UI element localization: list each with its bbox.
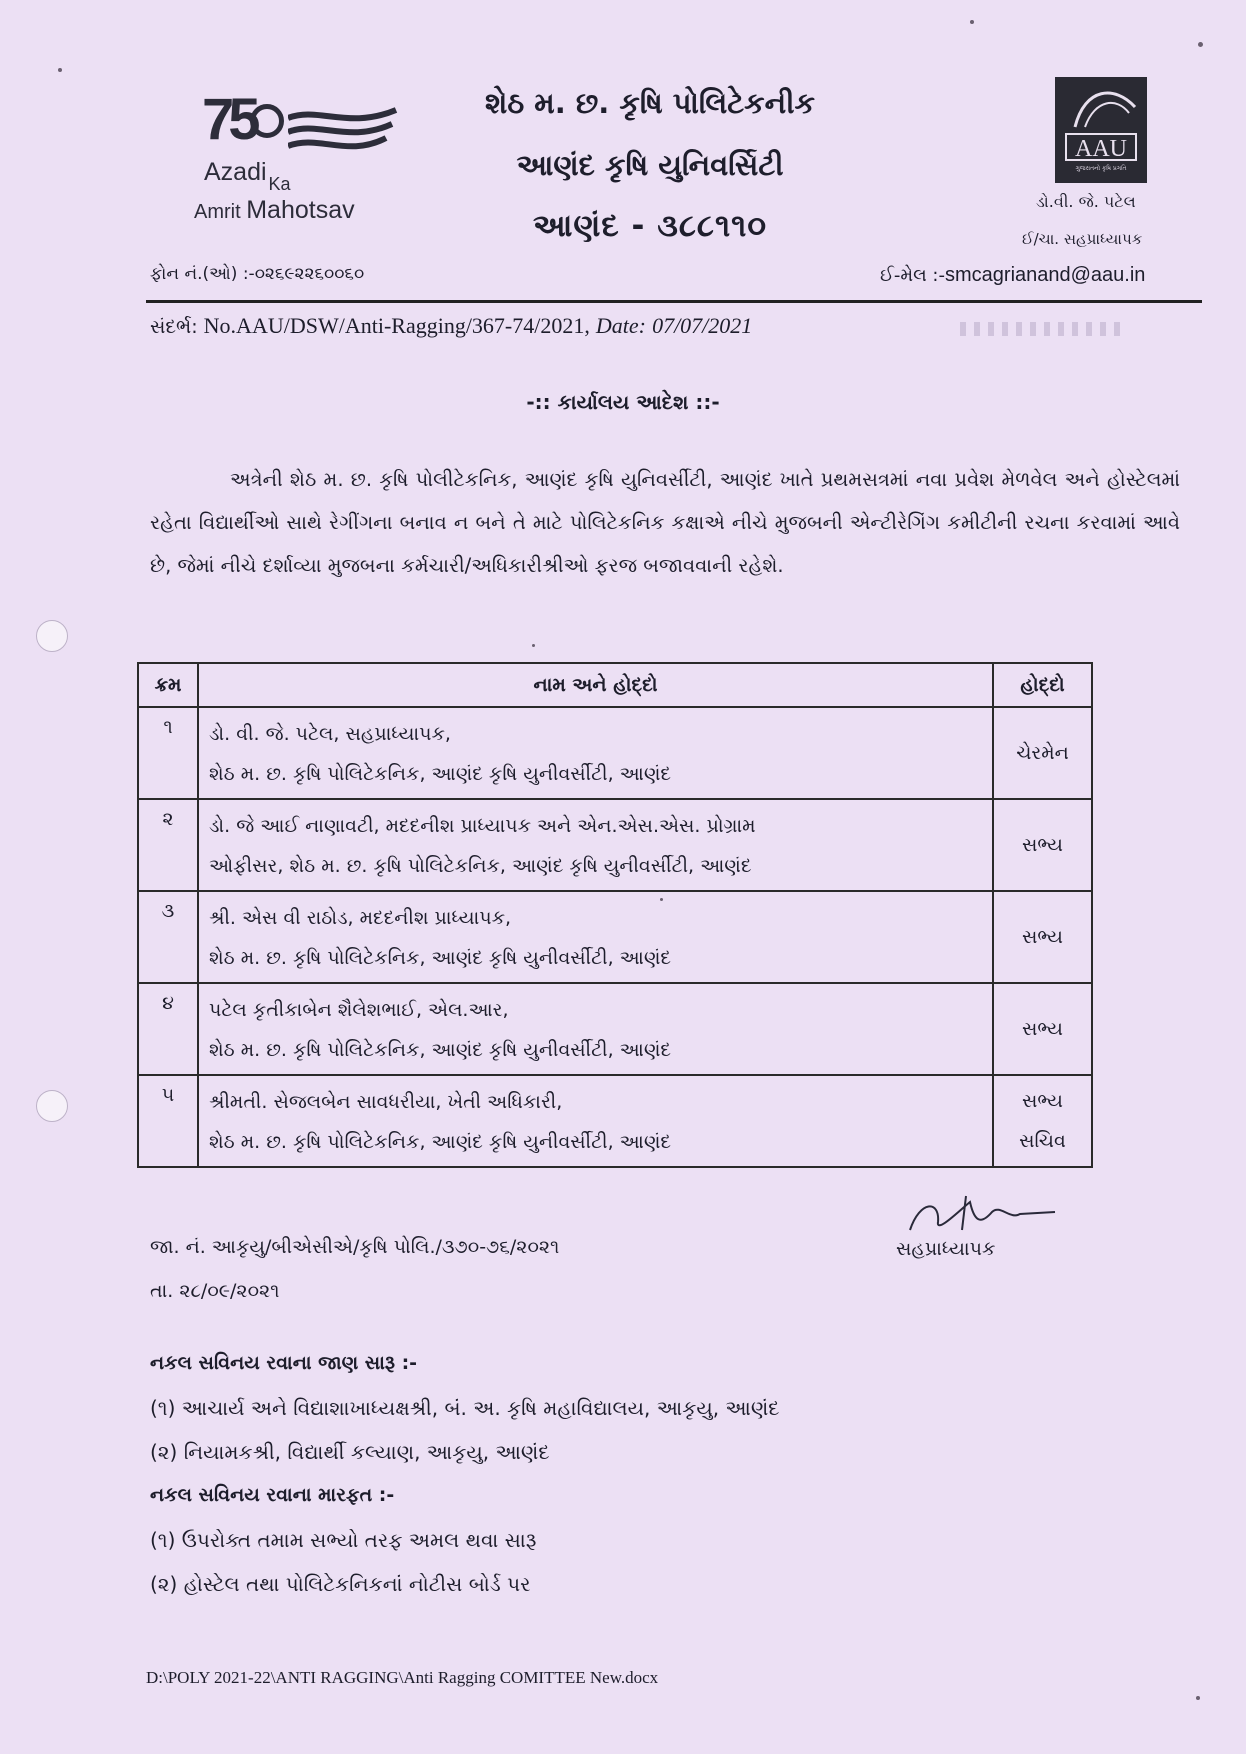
paper-speck [1198, 42, 1203, 47]
azadi-ka-amrit-mahotsav-logo [190, 86, 400, 236]
row-role-line1: સભ્ય [1022, 926, 1063, 948]
row-name-line2: શેઠ મ. છ. કૃષિ પોલિટેકનિક, આણંદ કૃષિ યુનીવર્સીટી, આણંદ [209, 947, 672, 969]
row-name [198, 707, 993, 799]
phone-line [150, 264, 364, 284]
copy-item: (૨) હોસ્ટેલ તથા પોલિટેકનિકનાં નોટીસ બોર્ડ પર [150, 1572, 531, 1596]
row-role [993, 1075, 1092, 1167]
order-title: -:: કાર્યાલય આદેશ ::- [526, 390, 720, 414]
copy-heading-via: નકલ સવિનય રવાના મારફત :- [150, 1484, 395, 1506]
row-name-line1: ડો. વી. જે. પટેલ, સહપ્રાધ્યાપક, [209, 723, 451, 745]
body-paragraph: અત્રેની શેઠ મ. છ. કૃષિ પોલીટેકનિક, આણંદ કૃષિ યુનિવર્સીટી, આણંદ ખાતે પ્રથમસત્રમાં નવા પ્રવેશ મેળવેલ અને હોસ્ટેલમાં રહેતા વિદ્યાર્થીઓ સાથે રેગીંગના બનાવ ન બને તે માટે પોલિટેકનિક કક્ષાએ નીચે મુજબની એન્ટીરેગિંગ કમીટીની રચના કરવામાં આવે છે, જેમાં નીચે દર્શાવ્યા મુજબના કર્મચારી/અધિકારીશ્રીઓ ફરજ બજાવવાની રહેશે. [150, 468, 1180, 577]
row-name [198, 983, 993, 1075]
copy-item: (૧) આચાર્ય અને વિદ્યાશાખાધ્યક્ષશ્રી, બં. અ. કૃષિ મહાવિદ્યાલય, આકૃયુ, આણંદ [150, 1396, 780, 1420]
logo-ka: Ka [268, 174, 291, 194]
reference-label: સંદર્ભ: [150, 316, 198, 338]
table-row [138, 707, 1092, 799]
phone-label: ફોન નં.(ઓ) :- [150, 264, 255, 284]
row-name-line1: ડો. જે આઈ નાણાવટી, મદદનીશ પ્રાધ્યાપક અને એન.એસ.એસ. પ્રોગ્રામ [209, 815, 756, 837]
table-row [138, 983, 1092, 1075]
paper-speck [660, 898, 663, 901]
logo-mahotsav: Mahotsav [246, 196, 355, 224]
row-name-line2: ઓફીસર, શેઠ મ. છ. કૃષિ પોલિટેકનિક, આણંદ કૃષિ યુનીવર્સીટી, આણંદ [209, 855, 752, 877]
row-serial: ૨ [138, 799, 198, 891]
signatory-designation: ઈ/ચા. સહપ્રાધ્યાપક [1022, 230, 1143, 248]
row-role [993, 891, 1092, 983]
file-path-footer: D:\POLY 2021-22\ANTI RAGGING\Anti Ragging COMITTEE New.docx [146, 1668, 659, 1687]
outward-date: તા. ૨૮/૦૯/૨૦૨૧ [150, 1280, 280, 1302]
header-divider [146, 300, 1202, 303]
committee-table [137, 662, 1093, 1168]
chakra-icon [250, 104, 284, 138]
logo-number: 75 [202, 87, 255, 152]
row-role [993, 799, 1092, 891]
row-role-line1: ચેરમેન [1016, 742, 1069, 764]
header-name-designation: નામ અને હોદ્દો [198, 663, 993, 707]
row-name [198, 1075, 993, 1167]
row-name [198, 891, 993, 983]
row-role-line1: સભ્ય [1022, 1090, 1063, 1112]
aau-logo-text: AAU [1065, 133, 1137, 161]
paper-speck [532, 644, 535, 647]
header-serial: ક્રમ [138, 663, 198, 707]
table-header-row [138, 663, 1092, 707]
row-role-line1: સભ્ય [1022, 834, 1063, 856]
reference-line [150, 313, 752, 339]
city-pincode: આણંદ - ૩૮૮૧૧૦ [532, 208, 768, 244]
row-role [993, 983, 1092, 1075]
row-name-line1: શ્રીમતી. સેજલબેન સાવધરીયા, ખેતી અધિકારી, [209, 1091, 563, 1113]
table-row [138, 799, 1092, 891]
aau-logo-subtext: ગુજરાતનો કૃષિ પ્રગતિ [1075, 165, 1127, 172]
row-name-line2: શેઠ મ. છ. કૃષિ પોલિટેકનિક, આણંદ કૃષિ યુનીવર્સીટી, આણંદ [209, 763, 672, 785]
stamp-smudge [960, 322, 1120, 336]
header-role: હોદ્દો [993, 663, 1092, 707]
email-label: ઈ-મેલ :- [880, 265, 945, 286]
email-address: smcagrianand@aau.in [945, 264, 1146, 286]
copy-heading-info: નકલ સવિનય રવાના જાણ સારૂ :- [150, 1352, 418, 1374]
aau-logo [1055, 77, 1147, 183]
row-role-line1: સભ્ય [1022, 1018, 1063, 1040]
reference-date: 07/07/2021 [652, 313, 753, 338]
paper-speck [58, 68, 62, 72]
punch-hole [36, 620, 68, 652]
university-name: આણંદ કૃષિ યુનિવર્સિટી [516, 148, 784, 182]
copy-item: (૧) ઉપરોક્ત તમામ સભ્યો તરફ અમલ થવા સારૂ [150, 1528, 537, 1552]
row-name-line2: શેઠ મ. છ. કૃષિ પોલિટેકનિક, આણંદ કૃષિ યુનીવર્સીટી, આણંદ [209, 1131, 672, 1153]
table-row [138, 891, 1092, 983]
row-serial: ૪ [138, 983, 198, 1075]
logo-amrit: Amrit [194, 201, 241, 223]
table-row [138, 1075, 1092, 1167]
row-role [993, 707, 1092, 799]
handwritten-signature [900, 1190, 1060, 1240]
outward-number: જા. નં. આકૃયુ/બીએસીએ/કૃષિ પોલિ./૩૭૦-૭૬/૨૦૨૧ [150, 1236, 560, 1258]
reference-date-label: Date: [595, 313, 647, 338]
row-name [198, 799, 993, 891]
punch-hole [36, 1090, 68, 1122]
row-name-line1: શ્રી. એસ વી રાઠોડ, મદદનીશ પ્રાધ્યાપક, [209, 907, 512, 929]
row-serial: ૧ [138, 707, 198, 799]
institution-name: શેઠ મ. છ. કૃષિ પોલિટેકનીક [484, 86, 816, 120]
paper-speck [970, 20, 974, 24]
row-serial: ૫ [138, 1075, 198, 1167]
paper-speck [1196, 1696, 1200, 1700]
reference-number: No.AAU/DSW/Anti-Ragging/367-74/2021, [203, 313, 590, 338]
signature-designation: સહપ્રાધ્યાપક [896, 1238, 996, 1260]
email-line [880, 264, 1145, 287]
phone-number: ૦૨૬૯૨૨૬૦૦૬૦ [254, 264, 365, 284]
row-name-line1: પટેલ કૃતીકાબેન શૈલેશભાઈ, એલ.આર, [209, 999, 509, 1021]
copy-item: (૨) નિયામકશ્રી, વિદ્યાર્થી કલ્યાણ, આકૃયુ, આણંદ [150, 1440, 550, 1464]
signatory-name: ડો.વી. જે. પટેલ [1036, 192, 1136, 211]
logo-azadi: Azadi [204, 158, 267, 186]
row-name-line2: શેઠ મ. છ. કૃષિ પોલિટેકનિક, આણંદ કૃષિ યુનીવર્સીટી, આણંદ [209, 1039, 672, 1061]
flag-wave-icon [288, 106, 398, 166]
row-role-line2: સચિવ [1019, 1130, 1066, 1152]
row-serial: ૩ [138, 891, 198, 983]
plough-icon [1055, 77, 1147, 133]
